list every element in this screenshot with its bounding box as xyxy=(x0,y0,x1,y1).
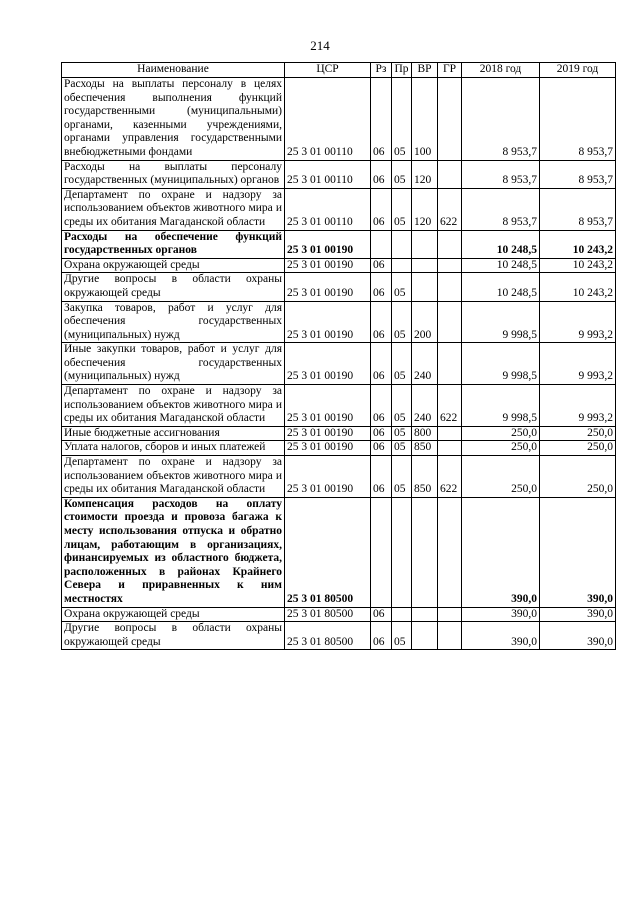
cell-gr xyxy=(438,426,462,441)
cell-2018: 8 953,7 xyxy=(462,78,540,161)
cell-2019: 250,0 xyxy=(540,426,616,441)
cell-csr: 25 3 01 00190 xyxy=(285,385,371,427)
cell-name: Уплата налогов, сборов и иных платежей xyxy=(62,441,285,456)
cell-csr: 25 3 01 00190 xyxy=(285,273,371,301)
cell-2019: 9 993,2 xyxy=(540,385,616,427)
cell-2019: 9 993,2 xyxy=(540,343,616,385)
cell-name: Департамент по охране и надзору за использованием объектов животного мира и среды их обитания Магаданской области xyxy=(62,456,285,498)
cell-2018: 10 248,5 xyxy=(462,273,540,301)
cell-2019: 390,0 xyxy=(540,497,616,607)
table-row xyxy=(62,301,616,343)
header-gr: ГР xyxy=(438,63,462,78)
cell-2019: 10 243,2 xyxy=(540,230,616,258)
cell-name: Другие вопросы в области охраны окружающей среды xyxy=(62,622,285,650)
cell-rz: 06 xyxy=(371,258,392,273)
cell-csr: 25 3 01 00110 xyxy=(285,78,371,161)
header-2018: 2018 год xyxy=(462,63,540,78)
cell-2018: 8 953,7 xyxy=(462,160,540,188)
table-row xyxy=(62,78,616,161)
cell-vr: 800 xyxy=(412,426,438,441)
cell-vr: 850 xyxy=(412,456,438,498)
cell-name: Расходы на выплаты персоналу в целях обеспечения выполнения функций государственными (муниципальными) органами, казенными учреждениями, органами управления государственными внебюджетными фондами xyxy=(62,78,285,161)
cell-vr xyxy=(412,607,438,622)
cell-gr xyxy=(438,78,462,161)
cell-csr: 25 3 01 00190 xyxy=(285,343,371,385)
cell-name: Закупка товаров, работ и услуг для обеспечения государственных (муниципальных) нужд xyxy=(62,301,285,343)
cell-csr: 25 3 01 80500 xyxy=(285,622,371,650)
cell-gr xyxy=(438,160,462,188)
cell-rz: 06 xyxy=(371,607,392,622)
cell-gr xyxy=(438,497,462,607)
cell-name: Расходы на выплаты персоналу государственных (муниципальных) органов xyxy=(62,160,285,188)
cell-rz: 06 xyxy=(371,301,392,343)
table-row xyxy=(62,622,616,650)
table-row xyxy=(62,456,616,498)
table-row xyxy=(62,160,616,188)
table-row xyxy=(62,426,616,441)
cell-name: Другие вопросы в области охраны окружающей среды xyxy=(62,273,285,301)
cell-pr: 05 xyxy=(392,622,412,650)
cell-gr: 622 xyxy=(438,188,462,230)
cell-csr: 25 3 01 00110 xyxy=(285,188,371,230)
table-row xyxy=(62,607,616,622)
cell-gr: 622 xyxy=(438,385,462,427)
cell-csr: 25 3 01 80500 xyxy=(285,607,371,622)
cell-pr: 05 xyxy=(392,78,412,161)
cell-pr: 05 xyxy=(392,441,412,456)
cell-2018: 8 953,7 xyxy=(462,188,540,230)
cell-vr: 850 xyxy=(412,441,438,456)
cell-gr xyxy=(438,607,462,622)
cell-csr: 25 3 01 00190 xyxy=(285,230,371,258)
cell-rz: 06 xyxy=(371,426,392,441)
cell-rz: 06 xyxy=(371,188,392,230)
cell-pr: 05 xyxy=(392,273,412,301)
cell-pr xyxy=(392,230,412,258)
cell-rz: 06 xyxy=(371,160,392,188)
cell-2018: 390,0 xyxy=(462,607,540,622)
table-row xyxy=(62,385,616,427)
cell-vr xyxy=(412,230,438,258)
cell-2018: 9 998,5 xyxy=(462,385,540,427)
cell-name: Компенсация расходов на оплату стоимости проезда и провоза багажа к месту использования отпуска и обратно лицам, работающим в организациях, финансируемых из областного бюджета, расположенных в районах Крайнего Севера и приравненных к ним местностях xyxy=(62,497,285,607)
cell-csr: 25 3 01 00190 xyxy=(285,426,371,441)
cell-2018: 250,0 xyxy=(462,441,540,456)
cell-2019: 9 993,2 xyxy=(540,301,616,343)
cell-pr: 05 xyxy=(392,160,412,188)
cell-vr: 100 xyxy=(412,78,438,161)
cell-gr: 622 xyxy=(438,456,462,498)
cell-vr: 240 xyxy=(412,385,438,427)
cell-gr xyxy=(438,441,462,456)
cell-pr xyxy=(392,497,412,607)
cell-pr: 05 xyxy=(392,456,412,498)
table-row xyxy=(62,441,616,456)
cell-2018: 250,0 xyxy=(462,456,540,498)
cell-rz: 06 xyxy=(371,273,392,301)
cell-pr xyxy=(392,607,412,622)
cell-2019: 8 953,7 xyxy=(540,188,616,230)
cell-csr: 25 3 01 80500 xyxy=(285,497,371,607)
cell-rz: 06 xyxy=(371,441,392,456)
cell-2018: 10 248,5 xyxy=(462,230,540,258)
cell-name: Охрана окружающей среды xyxy=(62,258,285,273)
cell-csr: 25 3 01 00190 xyxy=(285,301,371,343)
cell-csr: 25 3 01 00190 xyxy=(285,456,371,498)
cell-vr: 120 xyxy=(412,160,438,188)
cell-gr xyxy=(438,258,462,273)
cell-rz xyxy=(371,230,392,258)
cell-rz: 06 xyxy=(371,456,392,498)
cell-2018: 390,0 xyxy=(462,622,540,650)
cell-rz: 06 xyxy=(371,385,392,427)
cell-2019: 390,0 xyxy=(540,607,616,622)
cell-name: Иные закупки товаров, работ и услуг для обеспечения государственных (муниципальных) нужд xyxy=(62,343,285,385)
cell-2018: 10 248,5 xyxy=(462,258,540,273)
cell-vr xyxy=(412,497,438,607)
cell-gr xyxy=(438,622,462,650)
cell-2019: 8 953,7 xyxy=(540,78,616,161)
cell-pr: 05 xyxy=(392,188,412,230)
cell-2019: 250,0 xyxy=(540,456,616,498)
cell-pr: 05 xyxy=(392,343,412,385)
budget-table xyxy=(61,62,616,650)
cell-2018: 9 998,5 xyxy=(462,343,540,385)
cell-name: Расходы на обеспечение функций государственных органов xyxy=(62,230,285,258)
cell-2018: 250,0 xyxy=(462,426,540,441)
cell-2019: 250,0 xyxy=(540,441,616,456)
header-csr: ЦСР xyxy=(285,63,371,78)
cell-vr: 240 xyxy=(412,343,438,385)
cell-csr: 25 3 01 00190 xyxy=(285,441,371,456)
cell-name: Иные бюджетные ассигнования xyxy=(62,426,285,441)
cell-gr xyxy=(438,230,462,258)
cell-rz: 06 xyxy=(371,622,392,650)
cell-csr: 25 3 01 00190 xyxy=(285,258,371,273)
cell-pr xyxy=(392,258,412,273)
table-header-row xyxy=(62,63,616,78)
cell-pr: 05 xyxy=(392,385,412,427)
header-pr: Пр xyxy=(392,63,412,78)
table-row xyxy=(62,188,616,230)
cell-2018: 9 998,5 xyxy=(462,301,540,343)
table-row xyxy=(62,497,616,607)
cell-2019: 10 243,2 xyxy=(540,258,616,273)
cell-rz: 06 xyxy=(371,343,392,385)
cell-vr xyxy=(412,258,438,273)
cell-gr xyxy=(438,273,462,301)
cell-vr: 200 xyxy=(412,301,438,343)
table-row xyxy=(62,273,616,301)
cell-2019: 10 243,2 xyxy=(540,273,616,301)
cell-name: Департамент по охране и надзору за использованием объектов животного мира и среды их обитания Магаданской области xyxy=(62,188,285,230)
cell-2018: 390,0 xyxy=(462,497,540,607)
table-row xyxy=(62,230,616,258)
header-name: Наименование xyxy=(62,63,285,78)
cell-pr: 05 xyxy=(392,301,412,343)
page-number: 214 xyxy=(310,38,330,53)
cell-vr: 120 xyxy=(412,188,438,230)
cell-2019: 390,0 xyxy=(540,622,616,650)
header-vr: ВР xyxy=(412,63,438,78)
cell-pr: 05 xyxy=(392,426,412,441)
cell-2019: 8 953,7 xyxy=(540,160,616,188)
cell-name: Охрана окружающей среды xyxy=(62,607,285,622)
header-rz: Рз xyxy=(371,63,392,78)
cell-csr: 25 3 01 00110 xyxy=(285,160,371,188)
cell-vr xyxy=(412,622,438,650)
cell-gr xyxy=(438,343,462,385)
table-row xyxy=(62,258,616,273)
cell-vr xyxy=(412,273,438,301)
cell-rz: 06 xyxy=(371,78,392,161)
cell-gr xyxy=(438,301,462,343)
cell-rz xyxy=(371,497,392,607)
table-row xyxy=(62,343,616,385)
header-2019: 2019 год xyxy=(540,63,616,78)
cell-name: Департамент по охране и надзору за использованием объектов животного мира и среды их обитания Магаданской области xyxy=(62,385,285,427)
